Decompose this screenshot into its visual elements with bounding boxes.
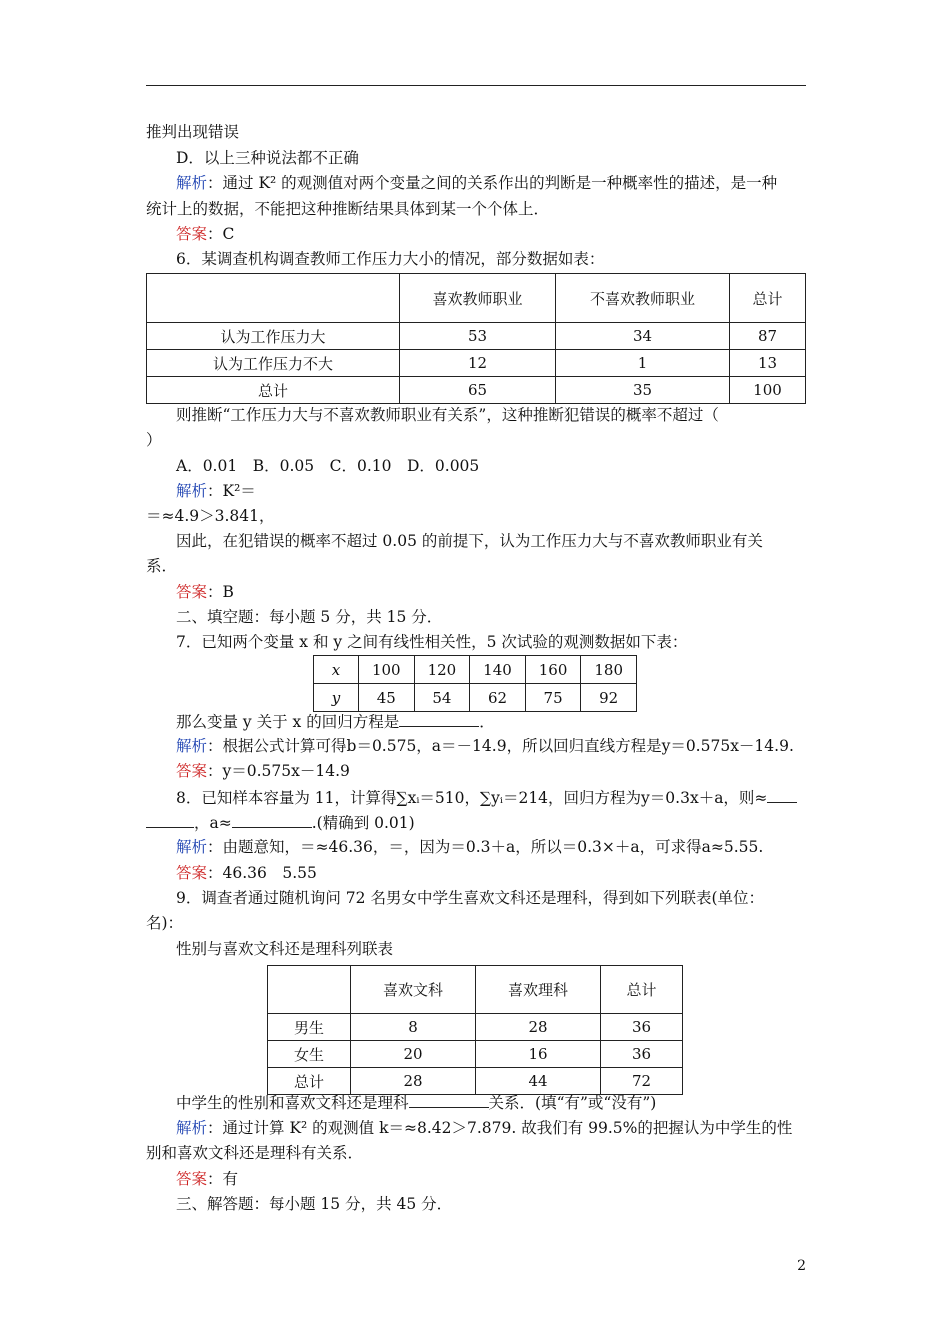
table-cell: 认为工作压力大 [147, 323, 400, 350]
table-cell: 34 [556, 323, 730, 350]
table-cell: 54 [414, 684, 470, 712]
table-cell: 16 [476, 1041, 601, 1068]
answer-blank [146, 811, 194, 828]
table-row [147, 350, 806, 377]
table-cell: 180 [581, 656, 637, 684]
table-cell: 1 [556, 350, 730, 377]
question-7: 7．已知两个变量 x 和 y 之间有线性相关性，5 次试验的观测数据如下表： [176, 633, 688, 651]
analysis-text: ：根据公式计算可得b＝0.575，a＝－14.9，所以回归直线方程是y＝0.575x－14.9. [207, 737, 794, 755]
table-cell: 120 [414, 656, 470, 684]
table-row [147, 323, 806, 350]
answer-label: 答案 [176, 864, 208, 882]
text-line: 推判出现错误 [146, 123, 240, 141]
analysis-text: ：K²＝ [207, 482, 256, 500]
text-line: 名)： [146, 914, 184, 932]
table-header-cell [147, 274, 400, 323]
answer-text: ：46.36 5.55 [207, 864, 317, 882]
analysis-line [176, 172, 806, 194]
table-row [314, 656, 637, 684]
analysis-line [176, 735, 806, 757]
table-cell: 36 [601, 1014, 683, 1041]
table-cell: 8 [351, 1014, 476, 1041]
table-cell: 13 [730, 350, 806, 377]
answer-blank [399, 710, 479, 727]
analysis-text: ：通过计算 K² 的观测值 k＝≈8.42＞7.879. 故我们有 99.5%的把握认为中学生的性 [207, 1119, 793, 1137]
stress-table [146, 273, 806, 404]
table-header-cell [268, 966, 351, 1014]
table-cell: 35 [556, 377, 730, 404]
observation-table [313, 655, 637, 712]
table-header-cell: 总计 [601, 966, 683, 1014]
answer-line [176, 1168, 806, 1190]
header-rule [146, 85, 806, 86]
question-6: 6．某调查机构调查教师工作压力大小的情况，部分数据如表： [176, 250, 605, 268]
table-cell: 女生 [268, 1041, 351, 1068]
table-cell: 160 [525, 656, 581, 684]
answer-line [176, 862, 806, 884]
table-header-cell: 喜欢理科 [476, 966, 601, 1014]
table-cell: 36 [601, 1041, 683, 1068]
text-line: 系． [146, 557, 178, 575]
table-row [268, 1014, 683, 1041]
section-heading: 二、填空题：每小题 5 分，共 15 分． [176, 608, 443, 626]
answer-line [176, 223, 806, 245]
analysis-label: 解析 [176, 174, 208, 192]
table-cell: 140 [470, 656, 526, 684]
answer-label: 答案 [176, 762, 208, 780]
analysis-label: 解析 [176, 737, 208, 755]
question-9: 9．调查者通过随机询问 72 名男女中学生喜欢文科还是理科，得到如下列联表(单位： [176, 889, 764, 907]
answer-label: 答案 [176, 225, 208, 243]
analysis-label: 解析 [176, 482, 208, 500]
table-cell: 100 [359, 656, 415, 684]
gender-subject-table [267, 965, 683, 1095]
table-row [314, 684, 637, 712]
fill-in-line: 中学生的性别和喜欢文科还是理科 关系．(填“有”或“没有”) [176, 1091, 806, 1114]
text-line: 因此，在犯错误的概率不超过 0.05 的前提下，认为工作压力大与不喜欢教师职业有关 [176, 532, 763, 550]
table-cell: 总计 [147, 377, 400, 404]
answer-text: ：B [207, 583, 234, 601]
table-cell: y [314, 684, 359, 712]
table-cell: 12 [400, 350, 556, 377]
answer-blank [232, 811, 312, 828]
table-cell: 72 [601, 1068, 683, 1095]
table-cell: 28 [476, 1014, 601, 1041]
answer-line [176, 760, 806, 782]
table-row [268, 1041, 683, 1068]
fill-in-line: ，a≈ .(精确到 0.01) [146, 811, 806, 834]
answer-text: ：C [207, 225, 235, 243]
options-line: A．0.01 B．0.05 C．0.10 D．0.005 [176, 457, 480, 475]
analysis-line [176, 836, 806, 858]
table-cell: 87 [730, 323, 806, 350]
section-heading: 三、解答题：每小题 15 分，共 45 分． [176, 1195, 453, 1213]
analysis-label: 解析 [176, 838, 208, 856]
table-cell: 62 [470, 684, 526, 712]
table-cell: 男生 [268, 1014, 351, 1041]
table-cell: 75 [525, 684, 581, 712]
table-cell: 总计 [268, 1068, 351, 1095]
text-line: ） [146, 431, 162, 449]
analysis-text: ：由题意知，＝≈46.36，＝，因为＝0.3＋a，所以＝0.3×＋a，可求得a≈5.55. [207, 838, 764, 856]
table-cell: 45 [359, 684, 415, 712]
table-header-cell: 喜欢教师职业 [400, 274, 556, 323]
analysis-line [176, 1117, 806, 1139]
table-cell: 100 [730, 377, 806, 404]
table-cell: 认为工作压力不大 [147, 350, 400, 377]
page-number: 2 [797, 1258, 806, 1274]
table-cell: 20 [351, 1041, 476, 1068]
answer-blank [767, 786, 797, 803]
table-caption: 性别与喜欢文科还是理科列联表 [176, 940, 394, 958]
fill-in-line: 那么变量 y 关于 x 的回归方程是 ． [176, 710, 806, 733]
answer-label: 答案 [176, 583, 208, 601]
text-line: 则推断“工作压力大与不喜欢教师职业有关系”，这种推断犯错误的概率不超过（ [176, 406, 719, 424]
table-cell: 92 [581, 684, 637, 712]
table-cell: 65 [400, 377, 556, 404]
table-cell: 53 [400, 323, 556, 350]
analysis-label: 解析 [176, 1119, 208, 1137]
table-cell: 44 [476, 1068, 601, 1095]
table-cell: x [314, 656, 359, 684]
table-header-cell: 喜欢文科 [351, 966, 476, 1014]
table-header-cell: 总计 [730, 274, 806, 323]
table-row [147, 377, 806, 404]
answer-line [176, 581, 806, 603]
question-8: 8．已知样本容量为 11，计算得∑xᵢ＝510，∑yᵢ＝214，回归方程为y＝0.3x＋a，则≈ [176, 786, 806, 809]
answer-label: 答案 [176, 1170, 208, 1188]
text-line: 统计上的数据，不能把这种推断结果具体到某一个个体上． [146, 200, 550, 218]
text-line: ＝≈4.9＞3.841， [146, 507, 275, 525]
analysis-text: ：通过 K² 的观测值对两个变量之间的关系作出的判断是一种概率性的描述，是一种 [207, 174, 778, 192]
answer-text: ：y＝0.575x－14.9 [207, 762, 350, 780]
analysis-line [176, 480, 806, 502]
table-header-cell: 不喜欢教师职业 [556, 274, 730, 323]
answer-text: ：有 [207, 1170, 239, 1188]
text-line: 别和喜欢文科还是理科有关系． [146, 1144, 364, 1162]
answer-blank [409, 1091, 489, 1108]
option-d: D．以上三种说法都不正确 [176, 149, 359, 167]
table-cell: 28 [351, 1068, 476, 1095]
